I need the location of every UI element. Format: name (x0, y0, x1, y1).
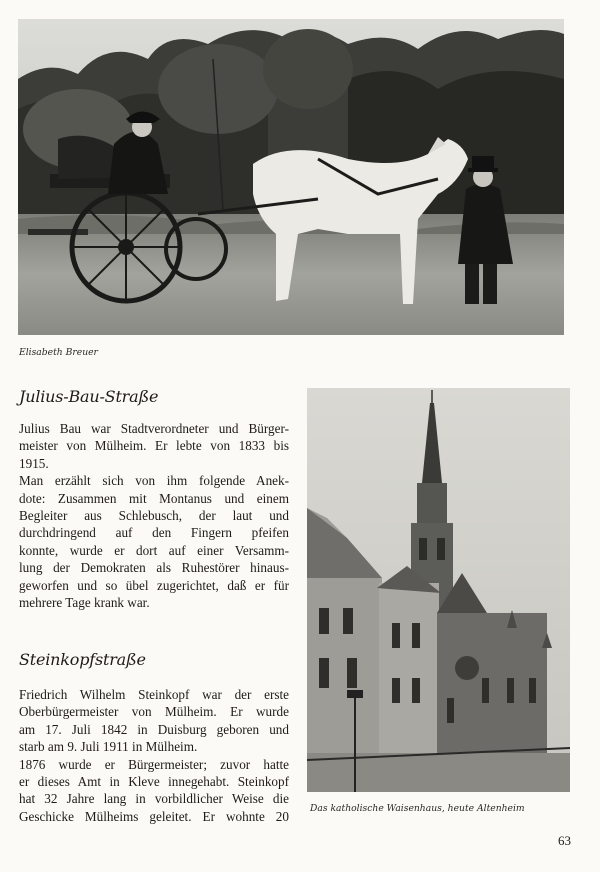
text-line: dote: Zusammen mit Montanus und einem (19, 490, 289, 506)
text-line: 1915. (19, 455, 49, 471)
page-number: 63 (558, 833, 571, 848)
text-line: Begleiter aus Schlebusch, der laut und (19, 507, 289, 523)
text-line: meister von Mülheim. Er lebte von 1833 bis (19, 438, 289, 454)
photo-orphanage (307, 388, 570, 792)
text-line: er dieses Amt in Kleve innegehabt. Steinkopf (19, 773, 289, 789)
text-line: am 17. Juli 1842 in Duisburg geboren und (19, 721, 289, 737)
photo-caption-carriage: Elisabeth Breuer (19, 347, 98, 358)
text-line: Friedrich Wilhelm Steinkopf war der erste (19, 687, 289, 702)
text-line: Man erzählt sich von ihm folgende Anek- (19, 473, 289, 489)
text-line: durchdringend auf den Fingern pfeifen (19, 525, 289, 541)
text-line: geworfen und so übel zugerichtet, daß er für (19, 577, 289, 593)
section-text-steinkopf (19, 686, 289, 825)
text-line: 1876 wurde er Bürgermeister; zuvor hatte (19, 756, 289, 772)
section-heading-julius-bau: Julius-Bau-Straße (19, 387, 159, 406)
text-line: Oberbürgermeister von Mülheim. Er wurde (19, 704, 289, 720)
section-text-julius-bau (19, 420, 289, 611)
text-line: hat 32 Jahre lang in vorbildlicher Weise die (19, 791, 289, 807)
photo-carriage (18, 19, 564, 335)
text-line: konnte, wurde er dort auf einer Versamm- (19, 542, 289, 558)
text-line: Geschicke Mülheims geleitet. Er wohnte 20 (19, 808, 289, 824)
text-line: starb am 9. Juli 1911 in Mülheim. (19, 739, 198, 755)
text-line: mehrere Tage krank war. (19, 594, 150, 610)
section-heading-steinkopf: Steinkopfstraße (19, 650, 146, 669)
text-line: Julius Bau war Stadtverordneter und Bürger- (19, 421, 289, 436)
photo-caption-orphanage: Das katholische Waisenhaus, heute Altenheim (310, 803, 525, 814)
text-line: lung der Demokraten als Ruhestörer hinaus- (19, 560, 289, 576)
